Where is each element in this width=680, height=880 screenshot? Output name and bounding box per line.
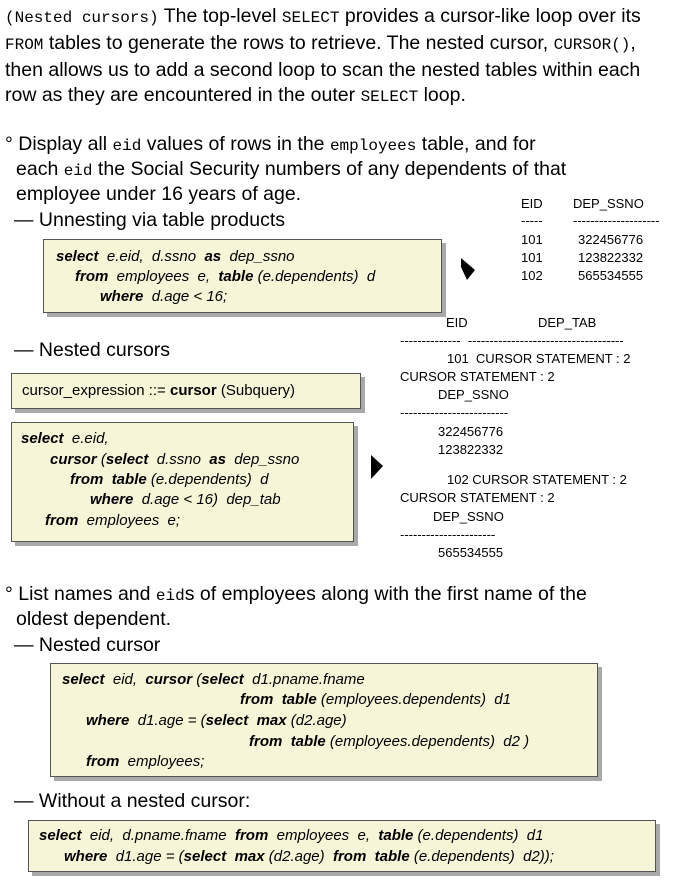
keyword: cursor bbox=[170, 382, 217, 399]
code-text: (e.dependents) d bbox=[253, 268, 376, 285]
bullet-1-line-1 bbox=[5, 132, 536, 159]
intro-text: tables to generate the rows to retrieve. The nested cursor, bbox=[43, 32, 554, 54]
bullet-text: Display all bbox=[18, 133, 113, 155]
code-text bbox=[366, 848, 374, 865]
bullet-1-line-3: employee under 16 years of age. bbox=[16, 183, 302, 205]
code-line bbox=[70, 470, 268, 491]
code-box-unnesting bbox=[43, 239, 442, 313]
result-2-sub-cell: 123822332 bbox=[438, 442, 504, 457]
keyword: as bbox=[209, 451, 226, 468]
code-text: employees e, bbox=[268, 827, 379, 844]
code-text: (e.dependents) d2)); bbox=[409, 848, 554, 865]
bullet-code: eid bbox=[63, 162, 93, 180]
keyword: from bbox=[332, 848, 367, 865]
code-line bbox=[62, 670, 365, 691]
code-text: (e.dependents) d1 bbox=[413, 827, 544, 844]
bullet-text: values of rows in the bbox=[141, 133, 330, 155]
keyword: table bbox=[111, 471, 147, 488]
keyword: from bbox=[70, 471, 104, 488]
grammar-text: cursor_expression ::= bbox=[22, 382, 170, 399]
code-text bbox=[248, 712, 256, 729]
subheading-unnesting: — Unnesting via table products bbox=[14, 209, 285, 231]
result-2-row: 102 CURSOR STATEMENT : 2 bbox=[447, 472, 627, 487]
result-2-underline: -------------- ------------------------------------ bbox=[400, 333, 624, 348]
result-1-header-ssno: DEP_SSNO bbox=[573, 196, 644, 211]
intro-code: SELECT bbox=[360, 88, 419, 106]
intro-text: provides a cursor-like loop over its bbox=[339, 5, 641, 27]
keyword: from bbox=[45, 512, 79, 529]
result-1-underline: ----- bbox=[521, 213, 543, 228]
keyword: max bbox=[256, 712, 287, 729]
grammar-rule bbox=[22, 382, 295, 399]
bullet-marker: ° bbox=[5, 583, 13, 605]
code-text: dep_ssno bbox=[221, 248, 295, 265]
keyword: select bbox=[62, 671, 105, 688]
keyword: select bbox=[21, 430, 64, 447]
bullet-text: each bbox=[16, 158, 64, 180]
code-text: d1.age = ( bbox=[129, 712, 206, 729]
keyword: where bbox=[100, 288, 144, 305]
result-1-cell-eid: 101 bbox=[521, 250, 543, 265]
arrow-icon bbox=[366, 452, 386, 482]
result-2-sub-underline: ---------------------- bbox=[400, 527, 496, 542]
keyword: select bbox=[56, 248, 99, 265]
code-text: (e.dependents) d bbox=[146, 471, 269, 488]
code-text: employees e; bbox=[78, 512, 181, 529]
code-text bbox=[103, 471, 111, 488]
code-text: (employees.dependents) d2 ) bbox=[325, 733, 530, 750]
code-text bbox=[282, 733, 290, 750]
bullet-code: eid bbox=[112, 137, 142, 155]
code-line bbox=[249, 732, 529, 753]
keyword: from bbox=[86, 753, 120, 770]
keyword: from bbox=[240, 691, 274, 708]
bullet-text: s of employees along with the first name of the bbox=[184, 583, 587, 605]
keyword: select bbox=[105, 451, 149, 468]
keyword: select bbox=[205, 712, 249, 729]
code-text: ( bbox=[192, 671, 202, 688]
intro-text: loop. bbox=[418, 84, 466, 106]
arrow-icon bbox=[457, 253, 481, 283]
intro-code: CURSOR() bbox=[553, 36, 631, 54]
result-2-sub-header: DEP_SSNO bbox=[438, 387, 509, 402]
intro-lead: (Nested cursors) bbox=[5, 9, 159, 27]
keyword: select bbox=[183, 848, 227, 865]
code-text: (employees.dependents) d1 bbox=[316, 691, 511, 708]
keyword: cursor bbox=[145, 671, 193, 688]
code-text: ( bbox=[96, 451, 106, 468]
keyword: table bbox=[281, 691, 317, 708]
keyword: as bbox=[204, 248, 222, 265]
result-2-sub-cell: 322456776 bbox=[438, 424, 504, 439]
code-line bbox=[39, 826, 543, 847]
result-2-row: 101 CURSOR STATEMENT : 2 bbox=[447, 351, 631, 366]
result-2-sub-cell: 565534555 bbox=[438, 545, 504, 560]
result-2-row: CURSOR STATEMENT : 2 bbox=[400, 490, 555, 505]
keyword: table bbox=[374, 848, 410, 865]
keyword: where bbox=[64, 848, 108, 865]
result-2-sub-header: DEP_SSNO bbox=[433, 509, 504, 524]
bullet-code: employees bbox=[329, 137, 417, 155]
bullet-1-line-2 bbox=[16, 157, 566, 184]
code-text: e.eid, d.ssno bbox=[98, 248, 205, 265]
result-1-cell-eid: 102 bbox=[521, 268, 543, 283]
code-line bbox=[86, 752, 204, 773]
keyword: table bbox=[290, 733, 326, 750]
code-box-without-cursor bbox=[28, 820, 656, 872]
intro-text: , then allows us to add a second loop to scan the nested tables within each row as they are encountered in the outer bbox=[5, 32, 641, 106]
keyword: select bbox=[39, 827, 82, 844]
keyword: table bbox=[378, 827, 414, 844]
code-text: (d2.age) bbox=[264, 848, 333, 865]
code-box-nested-cursor bbox=[11, 422, 354, 542]
code-line bbox=[100, 287, 227, 308]
intro-code: FROM bbox=[5, 36, 44, 54]
subheading-nested-cursor: — Nested cursor bbox=[14, 634, 161, 656]
code-text: d.age < 16; bbox=[143, 288, 228, 305]
code-text: eid, bbox=[104, 671, 146, 688]
bullet-text: List names and bbox=[18, 583, 156, 605]
result-1-cell-ssno: 123822332 bbox=[578, 250, 644, 265]
code-text: (d2.age) bbox=[286, 712, 347, 729]
keyword: from bbox=[75, 268, 109, 285]
bullet-code: eid bbox=[155, 587, 185, 605]
intro-paragraph bbox=[5, 4, 677, 110]
subheading-without-nested-cursor: — Without a nested cursor: bbox=[14, 790, 251, 812]
code-text: employees; bbox=[119, 753, 205, 770]
bullet-text: table, and for bbox=[416, 133, 536, 155]
code-line bbox=[45, 511, 180, 532]
code-line bbox=[86, 711, 347, 732]
bullet-text: the Social Security numbers of any dependents of that bbox=[92, 158, 567, 180]
result-1-cell-ssno: 322456776 bbox=[578, 232, 644, 247]
code-line bbox=[21, 429, 109, 450]
code-box-oldest-dependent bbox=[50, 663, 598, 777]
keyword: where bbox=[90, 491, 134, 508]
result-1-header-eid: EID bbox=[521, 196, 543, 211]
grammar-text: (Subquery) bbox=[216, 382, 296, 399]
result-1-cell-eid: 101 bbox=[521, 232, 543, 247]
code-line bbox=[75, 267, 375, 288]
bullet-2-line-1 bbox=[5, 582, 587, 609]
result-2-header-dep-tab: DEP_TAB bbox=[538, 315, 597, 330]
result-2-header-eid: EID bbox=[446, 315, 468, 330]
intro-text: The top-level bbox=[158, 5, 282, 27]
bullet-2-line-2: oldest dependent. bbox=[16, 608, 172, 630]
keyword: table bbox=[218, 268, 254, 285]
code-text: dep_ssno bbox=[225, 451, 300, 468]
code-line bbox=[240, 690, 511, 711]
keyword: where bbox=[86, 712, 130, 729]
code-text: d1.pname.fname bbox=[243, 671, 365, 688]
intro-code: SELECT bbox=[281, 9, 340, 27]
keyword: from bbox=[234, 827, 269, 844]
code-text: d1.age = ( bbox=[107, 848, 184, 865]
code-text bbox=[226, 848, 234, 865]
code-line bbox=[56, 247, 295, 268]
result-1-underline: -------------------- bbox=[573, 213, 660, 228]
code-text: d.ssno bbox=[148, 451, 210, 468]
code-line bbox=[50, 450, 299, 471]
result-2-sub-underline: ------------------------- bbox=[400, 405, 509, 420]
grammar-box bbox=[11, 373, 361, 409]
code-text: employees e, bbox=[108, 268, 219, 285]
code-text: eid, d.pname.fname bbox=[81, 827, 235, 844]
code-text: d.age < 16) dep_tab bbox=[133, 491, 281, 508]
keyword: max bbox=[234, 848, 265, 865]
keyword: cursor bbox=[50, 451, 97, 468]
keyword: from bbox=[249, 733, 283, 750]
result-2-row: CURSOR STATEMENT : 2 bbox=[400, 369, 555, 384]
bullet-marker: ° bbox=[5, 133, 13, 155]
code-text bbox=[273, 691, 281, 708]
code-text: e.eid, bbox=[63, 430, 109, 447]
subheading-nested-cursors: — Nested cursors bbox=[14, 339, 171, 361]
keyword: select bbox=[201, 671, 244, 688]
code-line bbox=[64, 847, 554, 868]
result-1-cell-ssno: 565534555 bbox=[578, 268, 644, 283]
code-line bbox=[90, 490, 281, 511]
